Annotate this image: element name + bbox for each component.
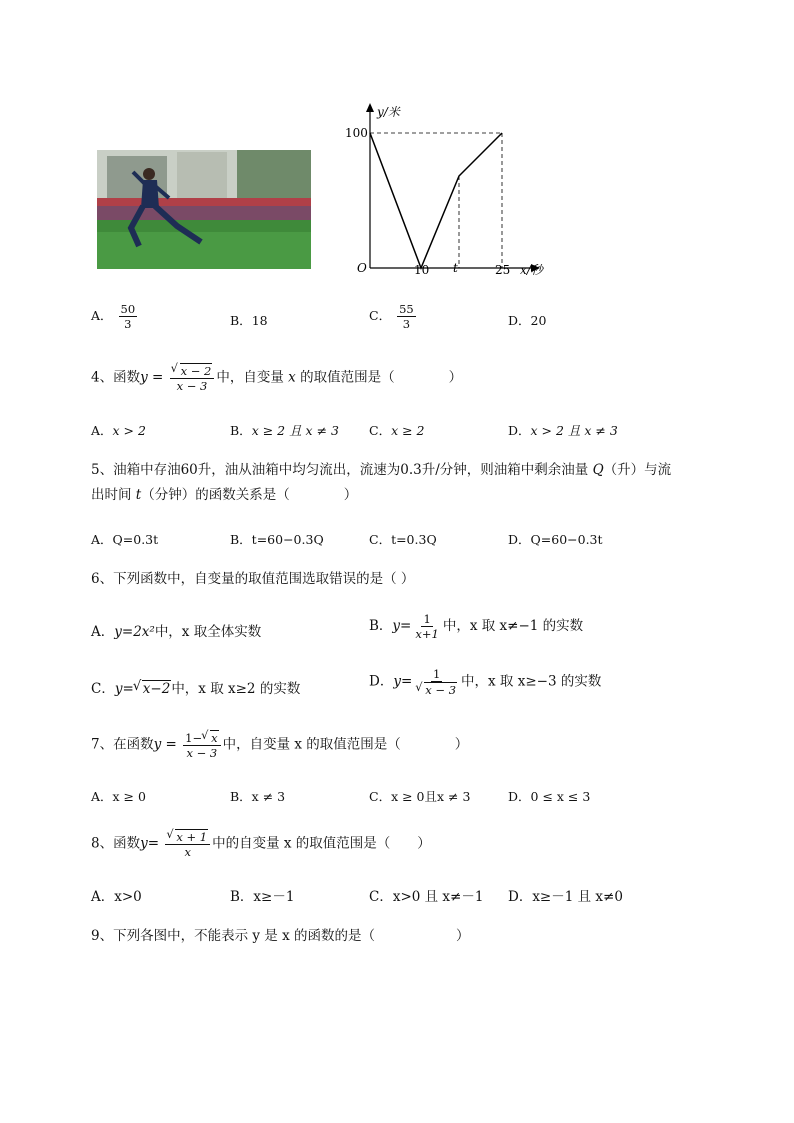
q4-option-c[interactable]: C．x ≥ 2 xyxy=(369,423,425,438)
q5-stem-line2: 出时间 t（分钟）的函数关系是（ ） xyxy=(91,487,358,503)
distance-time-graph xyxy=(345,100,555,285)
y-axis-label: y/米 xyxy=(377,105,400,119)
q8-option-c[interactable]: C．x>0 且 x≠－1 xyxy=(369,889,484,905)
origin-label: O xyxy=(357,261,367,275)
q6-option-d[interactable]: D．y= 1 √ x − 3 中，x 取 x≥−3 的实数 xyxy=(369,667,601,697)
q4-option-a[interactable]: A．x > 2 xyxy=(91,423,146,438)
tick-100: 100 xyxy=(345,126,368,140)
q4-option-d[interactable]: D．x > 2 且 x ≠ 3 xyxy=(508,423,618,438)
q6-option-b[interactable]: B．y= $\frac{1}{x+1}$ 中，x 取 x≠−1 的实数 xyxy=(369,612,584,641)
q4-option-b[interactable]: B．x ≥ 2 且 x ≠ 3 xyxy=(230,423,339,438)
q6-option-a[interactable]: A．y=2x²中，x 取全体实数 xyxy=(91,624,262,640)
tick-25: 25 xyxy=(495,263,511,277)
x-axis-label: x/秒 xyxy=(520,263,543,277)
fraction: $\frac{55}{3}$ xyxy=(399,302,414,331)
q5-option-b[interactable]: B．t=60−0.3Q xyxy=(230,532,324,547)
q5-option-a[interactable]: A．Q=0.3t xyxy=(91,532,159,547)
tick-10: 10 xyxy=(414,263,430,277)
q3-option-b[interactable]: B．18 xyxy=(230,313,268,328)
q6-option-c[interactable]: C．y=√ x−2中，x 取 x≥2 的实数 xyxy=(91,677,300,697)
runner-photo xyxy=(97,150,311,269)
q7-option-d[interactable]: D．0 ≤ x ≤ 3 xyxy=(508,789,591,804)
q6-stem: 6、下列函数中，自变量的取值范围选取错误的是（ ） xyxy=(91,571,415,587)
fraction: $\frac{50}{3}$ xyxy=(120,302,136,331)
q7-option-c[interactable]: C．x ≥ 0且x ≠ 3 xyxy=(369,789,471,804)
q5-option-c[interactable]: C．t=0.3Q xyxy=(369,532,437,547)
q7-option-b[interactable]: B．x ≠ 3 xyxy=(230,789,286,804)
q5-option-d[interactable]: D．Q=60−0.3t xyxy=(508,532,603,547)
q8-option-a[interactable]: A．x>0 xyxy=(91,889,142,905)
q9-stem: 9、下列各图中，不能表示 y 是 x 的函数的是（ ） xyxy=(91,928,470,944)
tick-t: t xyxy=(453,261,458,275)
q4-stem: 4、函数y = √ $\frac{x - 2}{x - 3}$ 中，自变量 x 的取值范围是（ ） xyxy=(91,363,462,393)
q3-option-c[interactable]: C． $\frac{55}{3}$ xyxy=(369,302,414,331)
q7-option-a[interactable]: A．x ≥ 0 xyxy=(91,789,146,804)
q8-option-b[interactable]: B．x≥－1 xyxy=(230,889,295,905)
q5-stem-line1: 5、油箱中存油60升，油从油箱中均匀流出，流速为0.3升/分钟，则油箱中剩余油量 Q（升）与流 xyxy=(91,462,672,478)
q8-stem: 8、函数y= √ $\frac{x + 1}{x}$ 中的自变量 x 的取值范围是（ ） xyxy=(91,829,431,859)
q3-option-d[interactable]: D．20 xyxy=(508,313,547,328)
q7-stem: 7、在函数y = $\frac{1-√ x}{x - 3}$ 中，自变量 x 的取值范围是（ ） xyxy=(91,730,468,760)
q8-option-d[interactable]: D．x≥－1 且 x≠0 xyxy=(508,889,623,905)
q3-option-a[interactable]: A． $\frac{50}{3}$ xyxy=(91,302,136,331)
